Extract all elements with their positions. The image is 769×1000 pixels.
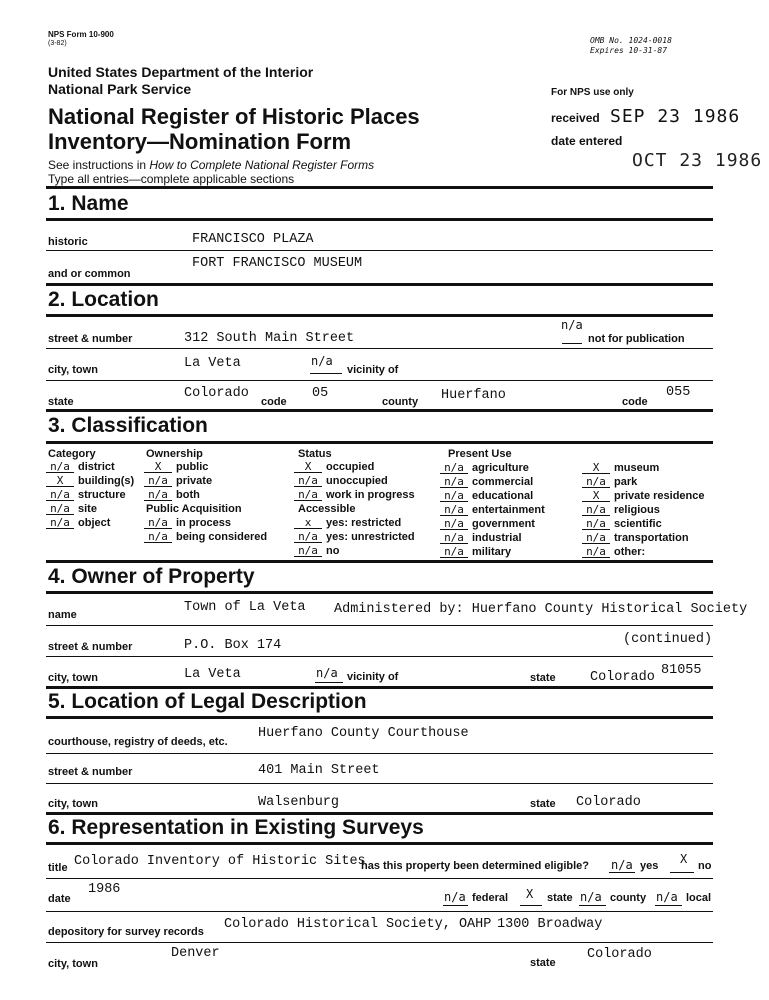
state-value[interactable]: Colorado — [184, 386, 249, 401]
section-6-heading: 6. Representation in Existing Surveys — [48, 816, 424, 839]
status-work-in-progress[interactable]: n/a work in progress — [294, 489, 415, 501]
courthouse-value[interactable]: Huerfano County Courthouse — [258, 726, 469, 741]
category-buildings[interactable]: X building(s) — [46, 475, 134, 487]
accessible-title: Accessible — [298, 503, 356, 515]
present-use-title: Present Use — [448, 448, 512, 460]
use-agriculture[interactable]: n/a agriculture — [440, 462, 529, 474]
use-educational[interactable]: n/a educational — [440, 490, 533, 502]
date-entered-stamp: OCT 23 1986 — [632, 150, 763, 171]
acquisition-being-considered[interactable]: n/a being considered — [144, 531, 267, 543]
county-label: county — [382, 396, 419, 408]
use-scientific[interactable]: n/a scientific — [582, 518, 662, 530]
use-transportation[interactable]: n/a transportation — [582, 532, 689, 544]
street-number-value[interactable]: 312 South Main Street — [184, 331, 355, 346]
use-religious[interactable]: n/a religious — [582, 504, 660, 516]
eligible-no-label: no — [698, 860, 712, 872]
status-occupied[interactable]: X occupied — [294, 461, 374, 473]
category-object[interactable]: n/a object — [46, 517, 110, 529]
owner-name-value[interactable]: Town of La Veta — [184, 600, 306, 615]
status-title: Status — [298, 448, 332, 460]
state-label: state — [48, 396, 74, 408]
local-survey-mark[interactable]: n/a — [656, 890, 678, 904]
county-value[interactable]: Huerfano — [441, 388, 506, 403]
category-structure[interactable]: n/a structure — [46, 489, 126, 501]
instructions-line1: See instructions in How to Complete National Register Forms — [48, 158, 375, 172]
not-for-publication-label: not for publication — [588, 333, 685, 345]
use-museum[interactable]: X museum — [582, 462, 659, 474]
eligible-yes-label: yes — [640, 860, 659, 872]
owner-state-value[interactable]: Colorado — [590, 670, 655, 685]
eligible-no-mark[interactable]: X — [680, 852, 688, 866]
county-code-label: code — [622, 396, 648, 408]
accessible-no[interactable]: n/a no — [294, 545, 339, 557]
owner-zip-value[interactable]: 81055 — [661, 663, 702, 678]
section-5-heading: 5. Location of Legal Description — [48, 690, 367, 713]
category-district[interactable]: n/a district — [46, 461, 115, 473]
city-town-value[interactable]: La Veta — [184, 356, 241, 371]
category-site[interactable]: n/a site — [46, 503, 97, 515]
eligible-question: has this property been determined eligible? — [361, 860, 589, 872]
survey-date-value[interactable]: 1986 — [88, 882, 121, 897]
use-military[interactable]: n/a military — [440, 546, 511, 558]
owner-city-value[interactable]: La Veta — [184, 667, 241, 682]
form-title-line2: Inventory—Nomination Form — [48, 129, 352, 154]
state-code-value[interactable]: 05 — [312, 386, 329, 401]
local-survey-label: local — [686, 892, 712, 904]
owner-street-value[interactable]: P.O. Box 174 — [184, 638, 282, 653]
county-survey-label: county — [610, 892, 647, 904]
omb-expires: Expires 10-31-87 — [590, 46, 668, 55]
city-town-label: city, town — [48, 364, 98, 376]
depository-state-label: state — [530, 957, 556, 969]
legal-state-label: state — [530, 798, 556, 810]
depository-city-value[interactable]: Denver — [171, 946, 220, 961]
instructions-line2: Type all entries—complete applicable sections — [48, 172, 295, 186]
ownership-both[interactable]: n/a both — [144, 489, 200, 501]
section-1-heading: 1. Name — [48, 192, 129, 215]
legal-street-value[interactable]: 401 Main Street — [258, 763, 380, 778]
section-4-heading: 4. Owner of Property — [48, 565, 255, 588]
depository-state-value[interactable]: Colorado — [587, 947, 652, 962]
accessible-restricted[interactable]: x yes: restricted — [294, 517, 401, 529]
depository-city-label: city, town — [48, 958, 98, 970]
form-number: NPS Form 10-900 — [48, 30, 114, 39]
category-title: Category — [48, 448, 96, 460]
acquisition-in-process[interactable]: n/a in process — [144, 517, 231, 529]
date-entered-label: date entered — [551, 134, 623, 148]
state-survey-mark[interactable]: X — [526, 887, 534, 901]
owner-city-label: city, town — [48, 672, 98, 684]
depository-address-value[interactable]: 1300 Broadway — [497, 917, 603, 932]
form-title-line1: National Register of Historic Places — [48, 104, 420, 129]
legal-state-value[interactable]: Colorado — [576, 795, 641, 810]
historic-name-value[interactable]: FRANCISCO PLAZA — [192, 232, 314, 247]
survey-title-label: title — [48, 862, 68, 874]
state-survey-label: state — [547, 892, 573, 904]
accessible-unrestricted[interactable]: n/a yes: unrestricted — [294, 531, 415, 543]
state-code-label: code — [261, 396, 287, 408]
owner-state-label: state — [530, 672, 556, 684]
service-name: National Park Service — [48, 81, 192, 97]
received-label: received — [551, 111, 600, 125]
nps-use-only: For NPS use only — [551, 87, 634, 98]
street-number-label: street & number — [48, 333, 133, 345]
common-name-label: and or common — [48, 268, 131, 280]
legal-city-value[interactable]: Walsenburg — [258, 795, 340, 810]
owner-street-label: street & number — [48, 641, 133, 653]
form-revision: (3-82) — [48, 40, 67, 47]
federal-mark[interactable]: n/a — [444, 890, 466, 904]
not-for-publication-mark[interactable]: n/a — [561, 318, 583, 332]
ownership-title: Ownership — [146, 448, 203, 460]
common-name-value[interactable]: FORT FRANCISCO MUSEUM — [192, 256, 363, 271]
county-code-value[interactable]: 055 — [666, 385, 691, 400]
ownership-private[interactable]: n/a private — [144, 475, 212, 487]
owner-vicinity-mark[interactable]: n/a — [316, 666, 338, 680]
status-unoccupied[interactable]: n/a unoccupied — [294, 475, 388, 487]
depository-value[interactable]: Colorado Historical Society, OAHP — [224, 917, 492, 932]
vicinity-mark[interactable]: n/a — [311, 354, 333, 368]
use-private-residence[interactable]: X private residence — [582, 490, 705, 502]
use-government[interactable]: n/a government — [440, 518, 535, 530]
depository-label: depository for survey records — [48, 926, 204, 938]
survey-title-value[interactable]: Colorado Inventory of Historic Sites — [74, 854, 366, 869]
owner-administrator-value[interactable]: Administered by: Huerfano County Historical Society — [334, 602, 748, 617]
use-entertainment[interactable]: n/a entertainment — [440, 504, 545, 516]
use-commercial[interactable]: n/a commercial — [440, 476, 533, 488]
use-park[interactable]: n/a park — [582, 476, 637, 488]
section-3-heading: 3. Classification — [48, 414, 208, 437]
historic-label: historic — [48, 236, 88, 248]
department-name: United States Department of the Interior — [48, 64, 314, 80]
eligible-yes-mark[interactable]: n/a — [611, 858, 633, 872]
use-other[interactable]: n/a other: — [582, 546, 645, 558]
ownership-public[interactable]: X public — [144, 461, 208, 473]
legal-street-label: street & number — [48, 766, 133, 778]
federal-label: federal — [472, 892, 509, 904]
received-stamp: SEP 23 1986 — [610, 106, 741, 127]
public-acquisition-title: Public Acquisition — [146, 503, 242, 515]
section-2-heading: 2. Location — [48, 288, 159, 311]
use-industrial[interactable]: n/a industrial — [440, 532, 522, 544]
omb-number: OMB No. 1024-0018 — [590, 36, 672, 45]
county-survey-mark[interactable]: n/a — [580, 890, 602, 904]
owner-vicinity-label: vicinity of — [347, 671, 399, 683]
courthouse-label: courthouse, registry of deeds, etc. — [48, 736, 228, 748]
owner-name-label: name — [48, 609, 77, 621]
survey-date-label: date — [48, 893, 71, 905]
legal-city-label: city, town — [48, 798, 98, 810]
vicinity-label: vicinity of — [347, 364, 399, 376]
owner-continued-note: (continued) — [623, 632, 713, 647]
